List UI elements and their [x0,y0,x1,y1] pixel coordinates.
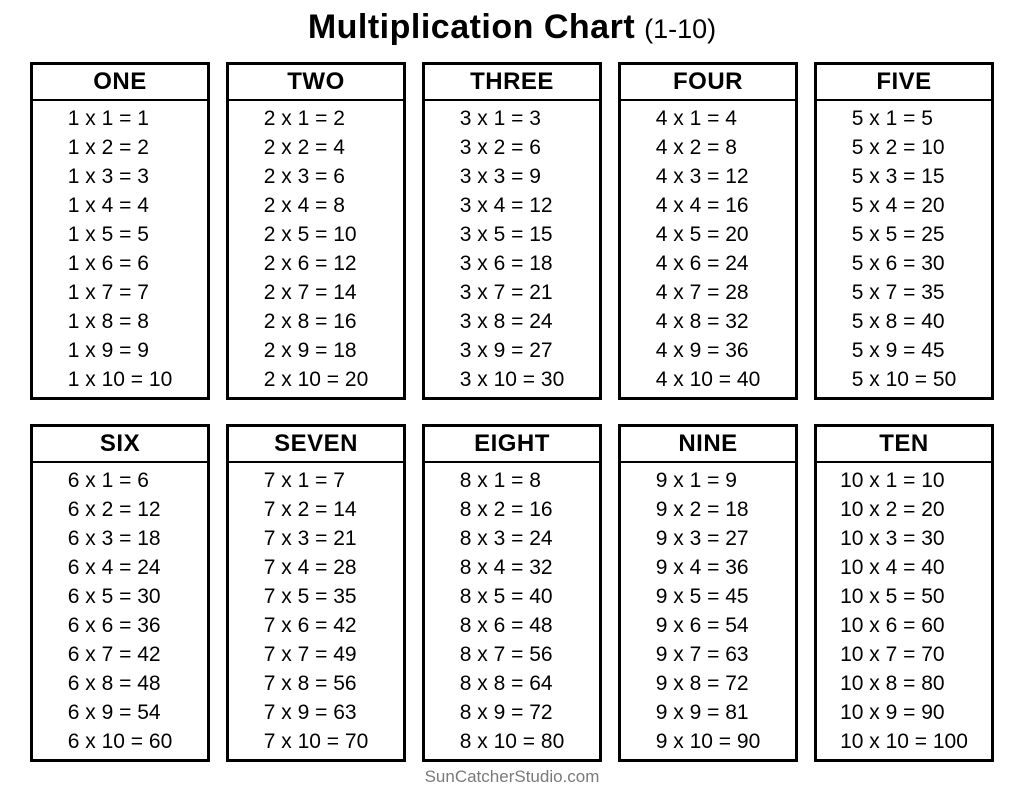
times-table-title: SIX [99,430,141,457]
fact-row: 1 x 4 = 4 [67,194,149,217]
fact-row: 5 x 4 = 20 [851,194,945,217]
fact-row: 7 x 5 = 35 [263,585,357,608]
fact-row: 3 x 1 = 3 [459,107,541,130]
facts-list [264,466,369,759]
fact-row: 6 x 8 = 48 [67,672,161,695]
facts-list [460,104,565,397]
fact-row: 7 x 8 = 56 [263,672,357,695]
fact-row: 2 x 7 = 14 [263,281,357,304]
times-table-box [422,424,602,762]
fact-row: 8 x 4 = 32 [459,556,553,579]
times-table-title: TWO [287,68,345,95]
fact-row: 8 x 2 = 16 [459,498,553,521]
fact-row: 2 x 4 = 8 [263,194,345,217]
times-table-body [229,101,403,397]
times-table-body [33,101,207,397]
times-table-title: FIVE [876,68,932,95]
fact-row: 6 x 10 = 60 [67,730,173,753]
facts-list [460,466,565,759]
fact-row: 1 x 2 = 2 [67,136,149,159]
times-table-header [621,65,795,101]
fact-row: 6 x 7 = 42 [67,643,161,666]
times-table-header [229,427,403,463]
fact-row: 8 x 3 = 24 [459,527,553,550]
times-table-header [33,427,207,463]
fact-row: 4 x 8 = 32 [655,310,749,333]
facts-list [656,104,761,397]
fact-row: 1 x 10 = 10 [67,368,173,391]
times-table-body [621,101,795,397]
times-table-title: NINE [678,430,738,457]
fact-row: 3 x 7 = 21 [459,281,553,304]
fact-row: 4 x 7 = 28 [655,281,749,304]
fact-row: 8 x 1 = 8 [459,469,541,492]
page-title [0,0,1024,54]
fact-row: 10 x 10 = 100 [840,730,968,753]
fact-row: 5 x 1 = 5 [851,107,933,130]
fact-row: 9 x 9 = 81 [655,701,749,724]
fact-row: 9 x 3 = 27 [655,527,749,550]
fact-row: 4 x 4 = 16 [655,194,749,217]
fact-row: 9 x 8 = 72 [655,672,749,695]
times-table-title: FOUR [673,68,743,95]
facts-list [852,104,957,397]
fact-row: 8 x 6 = 48 [459,614,553,637]
fact-row: 9 x 6 = 54 [655,614,749,637]
fact-row: 7 x 9 = 63 [263,701,357,724]
fact-row: 2 x 3 = 6 [263,165,345,188]
fact-row: 9 x 1 = 9 [655,469,737,492]
page-title-range: (1-10) [644,14,717,44]
times-table-box [814,62,994,400]
times-table-body [425,101,599,397]
fact-row: 4 x 2 = 8 [655,136,737,159]
times-table-box [618,62,798,400]
fact-row: 8 x 10 = 80 [459,730,565,753]
fact-row: 6 x 5 = 30 [67,585,161,608]
fact-row: 10 x 2 = 20 [840,498,945,521]
fact-row: 4 x 10 = 40 [655,368,761,391]
fact-row: 4 x 1 = 4 [655,107,737,130]
fact-row: 4 x 5 = 20 [655,223,749,246]
fact-row: 7 x 7 = 49 [263,643,357,666]
fact-row: 9 x 7 = 63 [655,643,749,666]
times-table-body [33,463,207,759]
fact-row: 7 x 4 = 28 [263,556,357,579]
times-table-body [425,463,599,759]
times-table-header [425,427,599,463]
times-table-box [226,424,406,762]
fact-row: 10 x 8 = 80 [840,672,945,695]
fact-row: 8 x 9 = 72 [459,701,553,724]
fact-row: 10 x 9 = 90 [840,701,945,724]
times-table-body [817,463,991,759]
facts-list [68,104,173,397]
times-table-header [229,65,403,101]
fact-row: 2 x 2 = 4 [263,136,345,159]
fact-row: 5 x 8 = 40 [851,310,945,333]
fact-row: 6 x 2 = 12 [67,498,161,521]
fact-row: 5 x 2 = 10 [851,136,945,159]
footer-credit: SunCatcherStudio.com [424,767,600,786]
fact-row: 4 x 9 = 36 [655,339,749,362]
fact-row: 3 x 9 = 27 [459,339,553,362]
fact-row: 7 x 10 = 70 [263,730,369,753]
times-table-header [425,65,599,101]
fact-row: 9 x 4 = 36 [655,556,749,579]
fact-row: 7 x 6 = 42 [263,614,357,637]
fact-row: 1 x 9 = 9 [67,339,149,362]
fact-row: 5 x 7 = 35 [851,281,945,304]
times-table-box [618,424,798,762]
fact-row: 7 x 3 = 21 [263,527,357,550]
fact-row: 8 x 8 = 64 [459,672,553,695]
fact-row: 1 x 1 = 1 [67,107,149,130]
times-table-body [817,101,991,397]
fact-row: 1 x 7 = 7 [67,281,149,304]
fact-row: 2 x 10 = 20 [263,368,369,391]
fact-row: 6 x 9 = 54 [67,701,161,724]
times-table-title: THREE [470,68,554,95]
times-table-header [621,427,795,463]
fact-row: 5 x 10 = 50 [851,368,957,391]
times-table-header [817,65,991,101]
fact-row: 10 x 6 = 60 [840,614,945,637]
times-table-box [30,424,210,762]
fact-row: 3 x 6 = 18 [459,252,553,275]
fact-row: 2 x 6 = 12 [263,252,357,275]
fact-row: 10 x 4 = 40 [840,556,945,579]
fact-row: 2 x 9 = 18 [263,339,357,362]
fact-row: 3 x 5 = 15 [459,223,553,246]
fact-row: 7 x 2 = 14 [263,498,357,521]
fact-row: 6 x 1 = 6 [67,469,149,492]
fact-row: 2 x 5 = 10 [263,223,357,246]
fact-row: 4 x 6 = 24 [655,252,749,275]
fact-row: 1 x 6 = 6 [67,252,149,275]
fact-row: 10 x 5 = 50 [840,585,945,608]
times-table-title: ONE [93,68,147,95]
times-table-body [229,463,403,759]
facts-list [840,466,968,759]
fact-row: 5 x 5 = 25 [851,223,945,246]
times-table-header [33,65,207,101]
page-title-main: Multiplication Chart [307,8,636,46]
fact-row: 1 x 3 = 3 [67,165,149,188]
fact-row: 9 x 10 = 90 [655,730,761,753]
fact-row: 9 x 2 = 18 [655,498,749,521]
fact-row: 10 x 7 = 70 [840,643,945,666]
times-table-box [814,424,994,762]
times-table-box [226,62,406,400]
fact-row: 2 x 1 = 2 [263,107,345,130]
times-table-box [30,62,210,400]
times-table-title: TEN [879,430,929,457]
fact-row: 5 x 9 = 45 [851,339,945,362]
facts-list [264,104,369,397]
times-table-title: SEVEN [274,430,358,457]
facts-list [656,466,761,759]
fact-row: 3 x 8 = 24 [459,310,553,333]
times-table-title: EIGHT [474,430,550,457]
fact-row: 7 x 1 = 7 [263,469,345,492]
fact-row: 6 x 4 = 24 [67,556,161,579]
fact-row: 2 x 8 = 16 [263,310,357,333]
fact-row: 9 x 5 = 45 [655,585,749,608]
fact-row: 6 x 3 = 18 [67,527,161,550]
fact-row: 5 x 6 = 30 [851,252,945,275]
fact-row: 3 x 2 = 6 [459,136,541,159]
fact-row: 8 x 5 = 40 [459,585,553,608]
fact-row: 4 x 3 = 12 [655,165,749,188]
fact-row: 1 x 8 = 8 [67,310,149,333]
fact-row: 3 x 4 = 12 [459,194,553,217]
fact-row: 3 x 10 = 30 [459,368,565,391]
fact-row: 5 x 3 = 15 [851,165,945,188]
fact-row: 1 x 5 = 5 [67,223,149,246]
times-table-body [621,463,795,759]
fact-row: 6 x 6 = 36 [67,614,161,637]
tables-grid [0,62,1024,762]
facts-list [68,466,173,759]
times-table-header [817,427,991,463]
times-table-box [422,62,602,400]
fact-row: 8 x 7 = 56 [459,643,553,666]
fact-row: 3 x 3 = 9 [459,165,541,188]
fact-row: 10 x 3 = 30 [840,527,945,550]
fact-row: 10 x 1 = 10 [840,469,945,492]
